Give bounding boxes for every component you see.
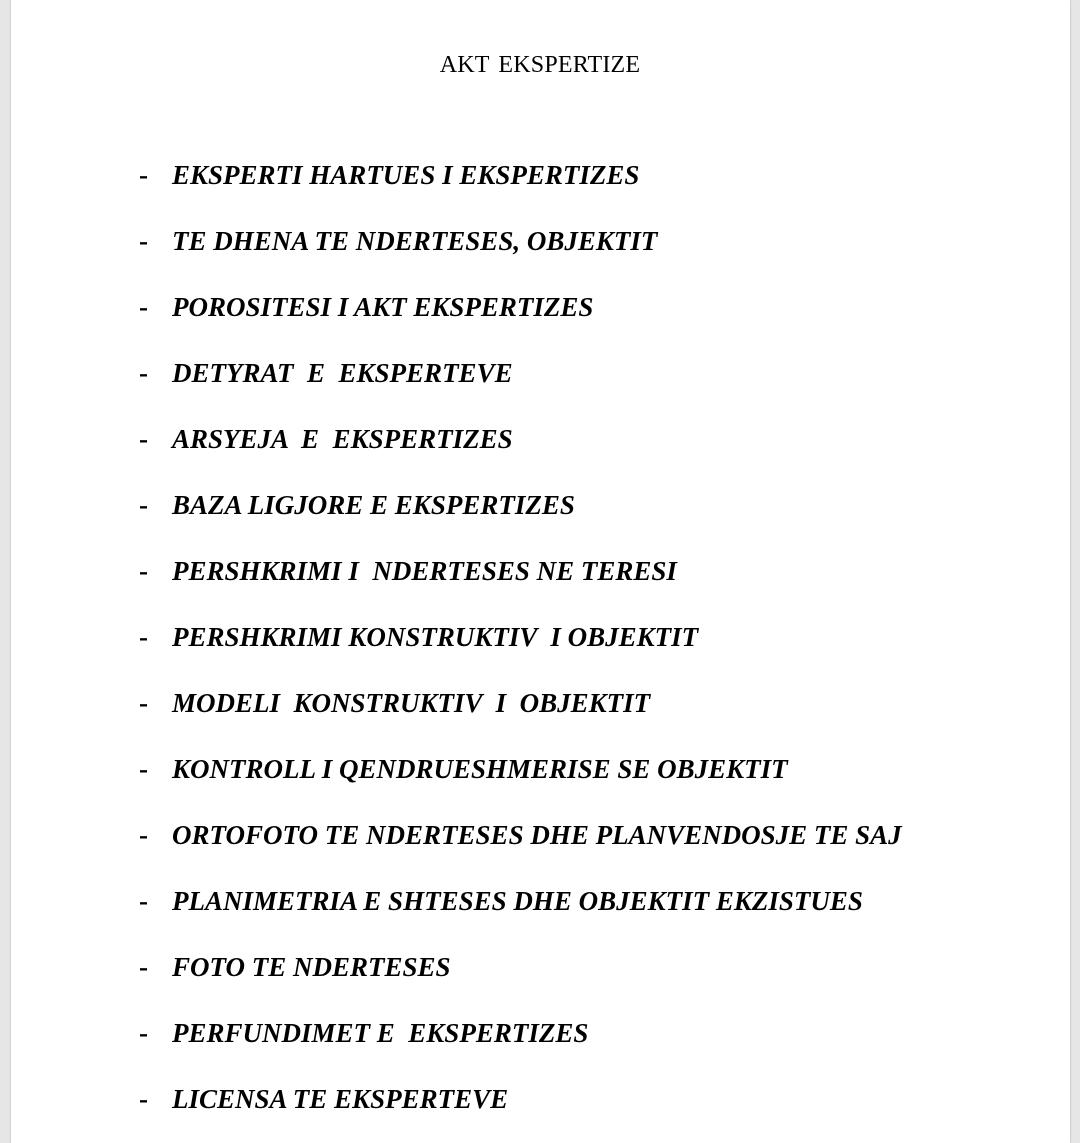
list-item-text: PERSHKRIMI I NDERTESES NE TERESI (172, 556, 677, 586)
list-item (11, 356, 1070, 422)
list-item (11, 818, 1070, 884)
document-title: AKT EKSPERTIZE (439, 52, 641, 78)
bullet-dash: - (139, 1084, 148, 1114)
list-item-text: KONTROLL I QENDRUESHMERISE SE OBJEKTIT (172, 754, 788, 784)
list-item (11, 488, 1070, 554)
list-item-text: TE DHENA TE NDERTESES, OBJEKTIT (172, 226, 658, 256)
list-item (11, 620, 1070, 686)
bullet-dash: - (139, 292, 148, 322)
bullet-dash: - (139, 424, 148, 454)
bullet-dash: - (139, 556, 148, 586)
list-item-text: PERFUNDIMET E EKSPERTIZES (172, 1018, 589, 1048)
list-item-text: PERSHKRIMI KONSTRUKTIV I OBJEKTIT (172, 622, 699, 652)
list-item-text: ORTOFOTO TE NDERTESES DHE PLANVENDOSJE TE SAJ (172, 820, 902, 850)
bullet-dash: - (139, 622, 148, 652)
bullet-dash: - (139, 688, 148, 718)
list-item-text: MODELI KONSTRUKTIV I OBJEKTIT (172, 688, 651, 718)
bullet-dash: - (139, 886, 148, 916)
list-item (11, 1082, 1070, 1143)
list-item (11, 554, 1070, 620)
bullet-dash: - (139, 820, 148, 850)
list-item (11, 686, 1070, 752)
bullet-dash: - (139, 952, 148, 982)
list-item-text: FOTO TE NDERTESES (172, 952, 451, 982)
list-item-text: ARSYEJA E EKSPERTIZES (172, 424, 513, 454)
document-page (11, 0, 1070, 1143)
bullet-dash: - (139, 490, 148, 520)
list-item (11, 224, 1070, 290)
list-item-text: EKSPERTI HARTUES I EKSPERTIZES (172, 160, 640, 190)
bullet-dash: - (139, 754, 148, 784)
bullet-dash: - (139, 226, 148, 256)
list-item (11, 752, 1070, 818)
list-item-text: DETYRAT E EKSPERTEVE (172, 358, 513, 388)
list-item (11, 884, 1070, 950)
list-item (11, 158, 1070, 224)
list-item-text: LICENSA TE EKSPERTEVE (172, 1084, 509, 1114)
list-item (11, 950, 1070, 1016)
list-item-text: POROSITESI I AKT EKSPERTIZES (172, 292, 594, 322)
bullet-dash: - (139, 358, 148, 388)
list-item-text: BAZA LIGJORE E EKSPERTIZES (172, 490, 575, 520)
bullet-dash: - (139, 1018, 148, 1048)
list-item (11, 1016, 1070, 1082)
list-item (11, 422, 1070, 488)
bullet-dash: - (139, 160, 148, 190)
list-item (11, 290, 1070, 356)
list-item-text: PLANIMETRIA E SHTESES DHE OBJEKTIT EKZISTUES (172, 886, 863, 916)
contents-list (11, 158, 1070, 1143)
